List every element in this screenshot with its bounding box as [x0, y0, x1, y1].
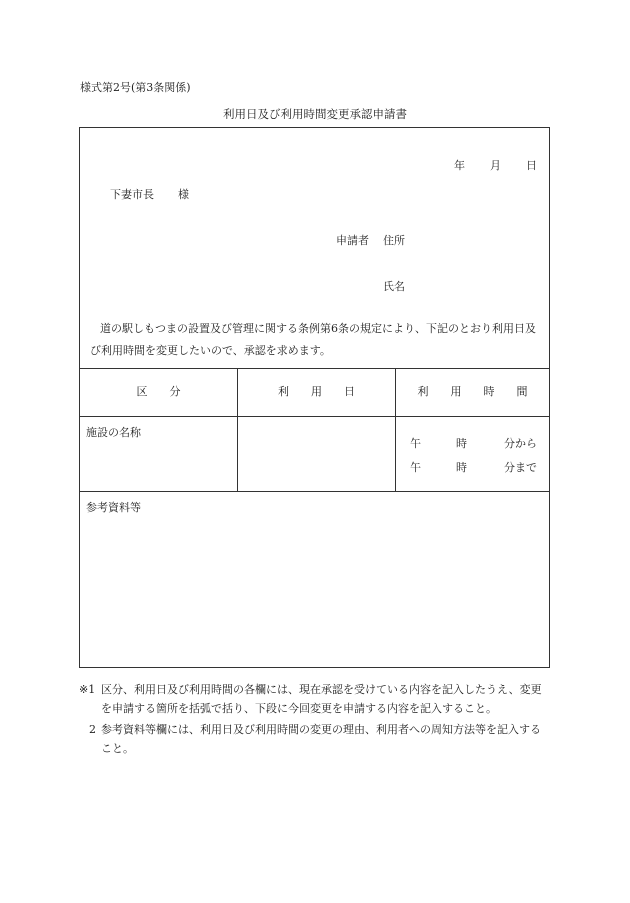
time-from-period: 午 — [410, 437, 421, 450]
time-to-period: 午 — [410, 461, 421, 474]
note-mark: ※1 — [79, 683, 96, 696]
column-header-use-date: 利 用 日 — [278, 385, 355, 398]
table-header-top-line — [80, 368, 549, 369]
column-header-category: 区 分 — [136, 385, 181, 398]
application-form — [79, 127, 550, 668]
addressee-honorific: 様 — [178, 188, 189, 201]
column-header-use-time: 利 用 時 間 — [417, 385, 528, 398]
reference-top-line — [80, 491, 549, 492]
addressee-name: 下妻市長 — [110, 188, 154, 201]
intro-text: 道の駅しもつまの設置及び管理に関する条例第6条の規定により、下記のとおり利用日及び利用時間を変更したいので、承認を求めます。 — [90, 322, 536, 357]
time-from-minute: 分から — [504, 437, 537, 450]
note-item — [79, 680, 549, 718]
time-to-hour: 時 — [456, 461, 467, 474]
note-mark: 2 — [89, 723, 96, 736]
page-title: 利用日及び利用時間変更承認申請書 — [223, 107, 407, 121]
date-month: 月 — [490, 159, 501, 172]
date-year: 年 — [454, 159, 465, 172]
time-to-minute: 分まで — [504, 461, 537, 474]
address-label: 住所 — [383, 234, 405, 247]
table-header-bottom-line — [80, 416, 549, 417]
date-day: 日 — [526, 159, 537, 172]
facility-name-label: 施設の名称 — [86, 426, 141, 439]
form-number: 様式第2号(第3条関係) — [80, 81, 191, 94]
notes — [79, 680, 549, 758]
reference-materials-label: 参考資料等 — [86, 501, 141, 514]
time-from-hour: 時 — [456, 437, 467, 450]
name-label: 氏名 — [383, 280, 405, 293]
note-item — [79, 720, 549, 758]
note-text: 区分、利用日及び利用時間の各欄には、現在承認を受けている内容を記入したうえ、変更を申請する箇所を括弧で括り、下段に今回変更を申請する内容を記入すること。 — [101, 683, 542, 715]
applicant-label: 申請者 — [336, 234, 369, 247]
note-text: 参考資料等欄には、利用日及び利用時間の変更の理由、利用者への周知方法等を記入すること。 — [101, 723, 541, 755]
